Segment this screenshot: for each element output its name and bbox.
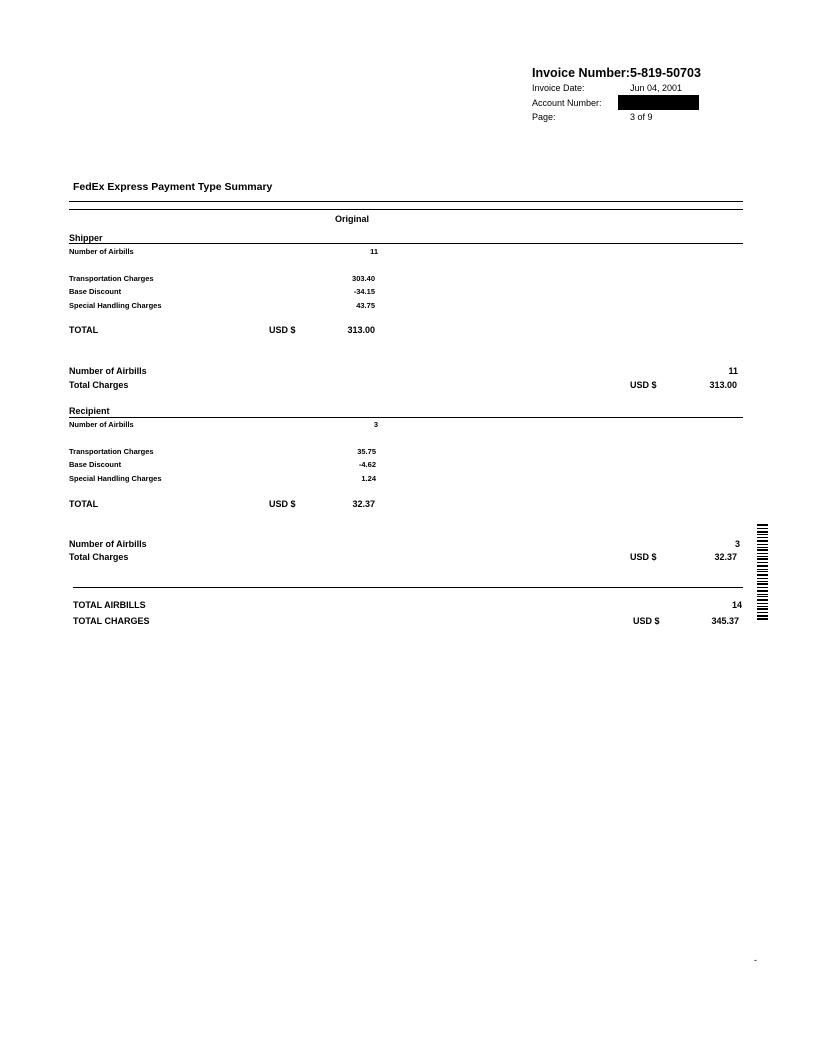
shipper-heading: Shipper — [69, 233, 103, 243]
invoice-date: Jun 04, 2001 — [630, 83, 683, 93]
shipper-discount-label: Base Discount — [69, 287, 122, 296]
divider — [69, 243, 743, 244]
shipper-special-value: 43.75 — [356, 301, 375, 310]
total-charges-currency: USD $ — [633, 616, 660, 626]
recipient-special-label: Special Handling Charges — [69, 474, 162, 483]
footer-mark: - — [754, 955, 757, 965]
recipient-special-value: 1.24 — [361, 474, 376, 483]
page-number: 3 of 9 — [630, 112, 653, 122]
invoice-date-label: Invoice Date: — [532, 83, 585, 93]
shipper-summary-currency: USD $ — [630, 380, 657, 390]
recipient-summary-charges-label: Total Charges — [69, 552, 129, 562]
invoice-number-label: Invoice Number: — [532, 66, 630, 80]
shipper-total-currency: USD $ — [269, 325, 296, 335]
shipper-airbills-label: Number of Airbills — [69, 247, 134, 256]
total-charges-label: TOTAL CHARGES — [73, 616, 150, 626]
recipient-transport-label: Transportation Charges — [69, 447, 154, 456]
recipient-discount-value: -4.62 — [358, 460, 376, 469]
recipient-transport-value: 35.75 — [357, 447, 376, 456]
redacted-account-number — [618, 95, 699, 110]
page-label: Page: — [532, 112, 556, 122]
total-charges-value: 345.37 — [711, 616, 739, 626]
recipient-airbills-value: 3 — [373, 420, 378, 429]
shipper-summary-airbills-label: Number of Airbills — [69, 366, 147, 376]
shipper-airbills-value: 11 — [370, 247, 378, 256]
recipient-summary-currency: USD $ — [630, 552, 657, 562]
total-airbills-label: TOTAL AIRBILLS — [73, 600, 146, 610]
divider — [69, 417, 743, 418]
recipient-summary-airbills-label: Number of Airbills — [69, 539, 147, 549]
invoice-number: 5-819-50703 — [630, 66, 701, 80]
recipient-discount-label: Base Discount — [69, 460, 122, 469]
section-title: FedEx Express Payment Type Summary — [73, 181, 273, 193]
shipper-summary-airbills-value: 11 — [728, 366, 738, 376]
recipient-airbills-label: Number of Airbills — [69, 420, 134, 429]
shipper-special-label: Special Handling Charges — [69, 301, 162, 310]
shipper-transport-label: Transportation Charges — [69, 274, 154, 283]
divider — [73, 587, 743, 588]
recipient-total-label: TOTAL — [69, 499, 99, 509]
barcode-icon — [757, 524, 768, 620]
shipper-transport-value: 303.40 — [352, 274, 375, 283]
recipient-heading: Recipient — [69, 406, 110, 416]
column-header-original: Original — [335, 214, 370, 224]
shipper-summary-charges-label: Total Charges — [69, 380, 129, 390]
shipper-total-value: 313.00 — [347, 325, 375, 335]
divider — [69, 201, 743, 202]
recipient-total-value: 32.37 — [352, 499, 375, 509]
shipper-discount-value: -34.15 — [353, 287, 375, 296]
recipient-summary-charges-value: 32.37 — [714, 552, 737, 562]
recipient-total-currency: USD $ — [269, 499, 296, 509]
shipper-total-label: TOTAL — [69, 325, 99, 335]
divider — [69, 209, 743, 210]
shipper-summary-charges-value: 313.00 — [709, 380, 737, 390]
recipient-summary-airbills-value: 3 — [734, 539, 740, 549]
account-number-label: Account Number: — [532, 98, 602, 108]
total-airbills-value: 14 — [731, 600, 742, 610]
